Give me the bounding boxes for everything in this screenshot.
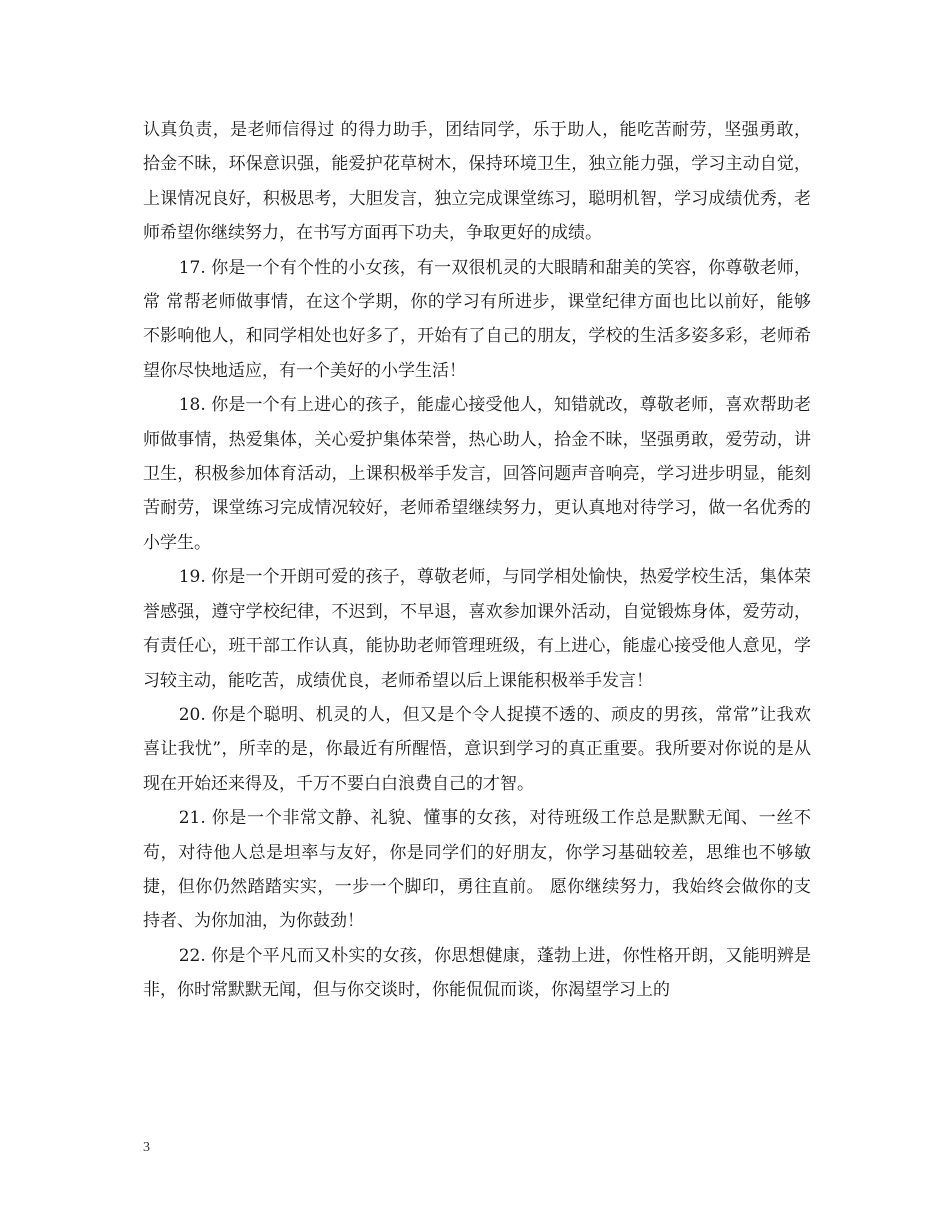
paragraph-1: 认真负责，是老师信得过 的得力助手，团结同学，乐于助人，能吃苦耐劳，坚强勇敢，拾金不昧，环保意识强，能爱护花草树木，保持环境卫生，独立能力强，学习主动自觉，上课情况良好，积极思考，大胆发言，独立完成课堂练习，聪明机智，学习成绩优秀，老师希望你继续努力，在书写方面再下功夫，争取更好的成绩。 [143, 120, 811, 244]
paragraph-17: 17. 你是一个有个性的小女孩，有一双很机灵的大眼睛和甜美的笑容，你尊敬老师，常 常帮老师做事情，在这个学期，你的学习有所进步，课堂纪律方面也比以前好，能够不影响他人，和同学相处也好多了，开始有了自己的朋友，学校的生活多姿多彩，老师希望你尽快地适应，有一个美好的小学生活！ [143, 257, 811, 381]
paragraph-22: 22. 你是个平凡而又朴实的女孩，你思想健康，蓬勃上进，你性格开朗，又能明辨是非，你时常默默无闻，但与你交谈时，你能侃侃而谈，你渴望学习上的 [143, 945, 811, 1001]
page-number: 3 [143, 1140, 150, 1155]
paragraph-19: 19. 你是一个开朗可爱的孩子，尊敬老师，与同学相处愉快，热爱学校生活，集体荣誉感强，遵守学校纪律，不迟到，不早退，喜欢参加课外活动，自觉锻炼身体，爱劳动，有责任心，班干部工作认真，能协助老师管理班级，有上进心，能虚心接受他人意见，学习较主动，能吃苦，成绩优良，老师希望以后上课能积极举手发言！ [143, 567, 811, 691]
paragraph-20: 20. 你是个聪明、机灵的人，但又是个令人捉摸不透的、顽皮的男孩，常常”让我欢喜让我忧”，所幸的是，你最近有所醒悟，意识到学习的真正重要。我所要对你说的是从现在开始还来得及，千万不要白白浪费自己的才智。 [143, 704, 811, 794]
document-body [143, 113, 811, 1008]
paragraph-18: 18. 你是一个有上进心的孩子，能虚心接受他人，知错就改，尊敬老师，喜欢帮助老师做事情，热爱集体，关心爱护集体荣誉，热心助人，拾金不昧，坚强勇敢，爱劳动，讲卫生，积极参加体育活动，上课积极举手发言，回答问题声音响亮，学习进步明显，能刻苦耐劳，课堂练习完成情况较好，老师希望继续努力，更认真地对待学习，做一名优秀的小学生。 [143, 395, 811, 553]
paragraph-21: 21. 你是一个非常文静、礼貌、懂事的女孩，对待班级工作总是默默无闻、一丝不苟，对待他人总是坦率与友好，你是同学们的好朋友，你学习基础较差，思维也不够敏捷，但你仍然踏踏实实，一步一个脚印，勇往直前。 愿你继续努力，我始终会做你的支持者、为你加油，为你鼓劲！ [143, 808, 811, 932]
